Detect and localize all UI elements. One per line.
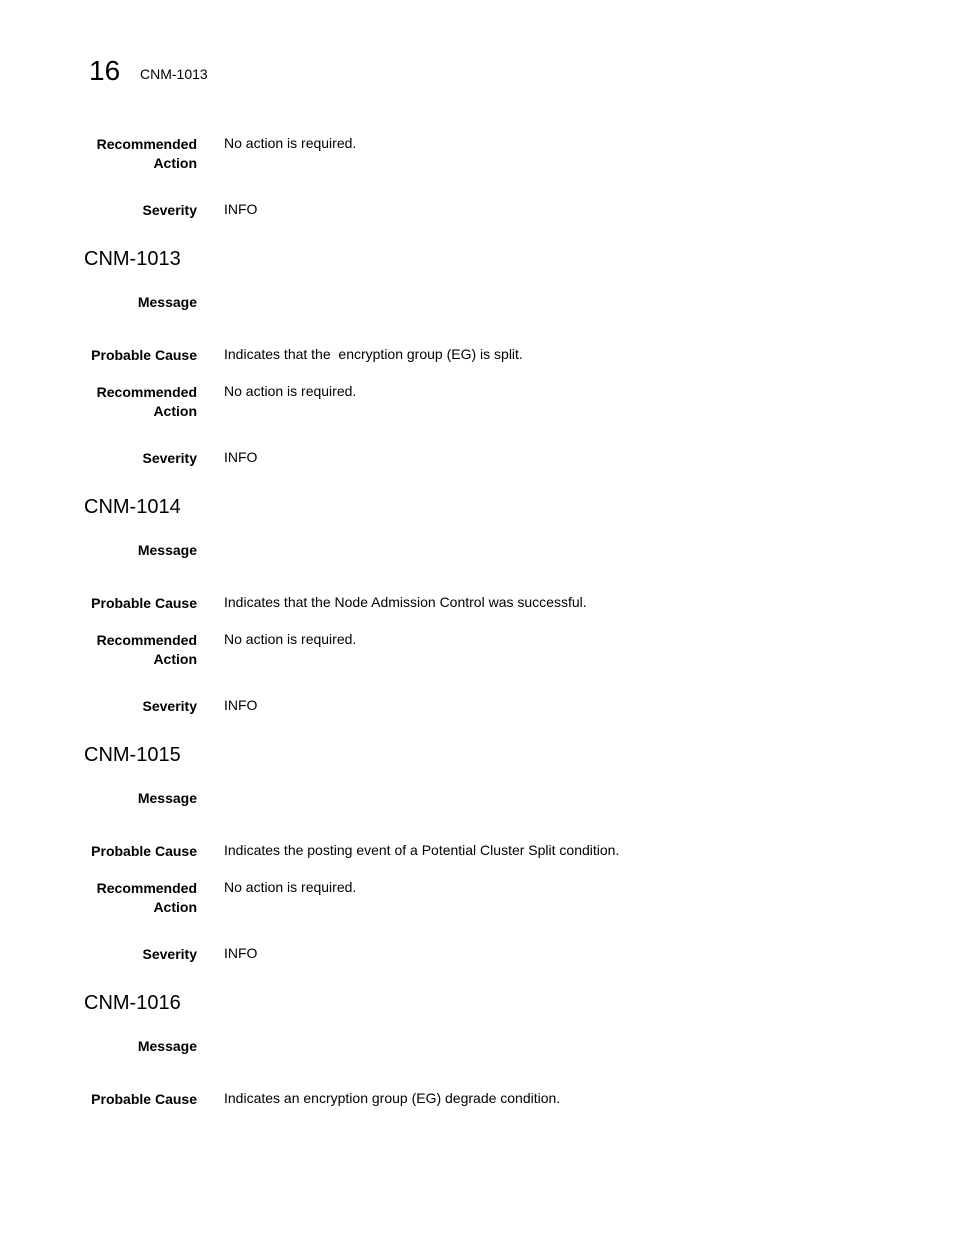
severity-value: INFO xyxy=(224,449,258,465)
severity-label: Severity xyxy=(142,698,197,714)
recommended-action-value: No action is required. xyxy=(224,631,357,647)
section-heading: CNM-1016 xyxy=(84,992,181,1014)
probable-cause-label: Probable Cause xyxy=(91,1091,197,1107)
probable-cause-value: Indicates that the Node Admission Control was successful. xyxy=(224,594,587,610)
message-label: Message xyxy=(137,294,197,310)
recommended-action-label: Recommended Action xyxy=(96,632,197,667)
recommended-action-label: Recommended Action xyxy=(96,880,197,915)
recommended-action-label: Recommended Action xyxy=(96,136,197,171)
severity-value: INFO xyxy=(224,201,258,217)
message-label: Message xyxy=(137,542,197,558)
recommended-action-value: No action is required. xyxy=(224,383,357,399)
section-heading: CNM-1015 xyxy=(84,744,181,766)
probable-cause-value: Indicates the posting event of a Potential Cluster Split condition. xyxy=(224,842,620,858)
section-heading: CNM-1014 xyxy=(84,496,181,518)
severity-label: Severity xyxy=(142,450,197,466)
chapter-number: 16 xyxy=(89,55,121,86)
message-label: Message xyxy=(137,790,197,806)
probable-cause-label: Probable Cause xyxy=(91,347,197,363)
severity-label: Severity xyxy=(142,946,197,962)
probable-cause-label: Probable Cause xyxy=(91,595,197,611)
severity-value: INFO xyxy=(224,697,258,713)
section-heading: CNM-1013 xyxy=(84,248,181,270)
recommended-action-value: No action is required. xyxy=(224,879,357,895)
recommended-action-label: Recommended Action xyxy=(96,384,197,419)
severity-label: Severity xyxy=(142,202,197,218)
probable-cause-label: Probable Cause xyxy=(91,843,197,859)
recommended-action-value: No action is required. xyxy=(224,135,357,151)
running-title: CNM-1013 xyxy=(140,66,208,82)
severity-value: INFO xyxy=(224,945,258,961)
probable-cause-value: Indicates an encryption group (EG) degrade condition. xyxy=(224,1090,561,1106)
probable-cause-value: Indicates that the encryption group (EG) is split. xyxy=(224,346,523,362)
message-label: Message xyxy=(137,1038,197,1054)
